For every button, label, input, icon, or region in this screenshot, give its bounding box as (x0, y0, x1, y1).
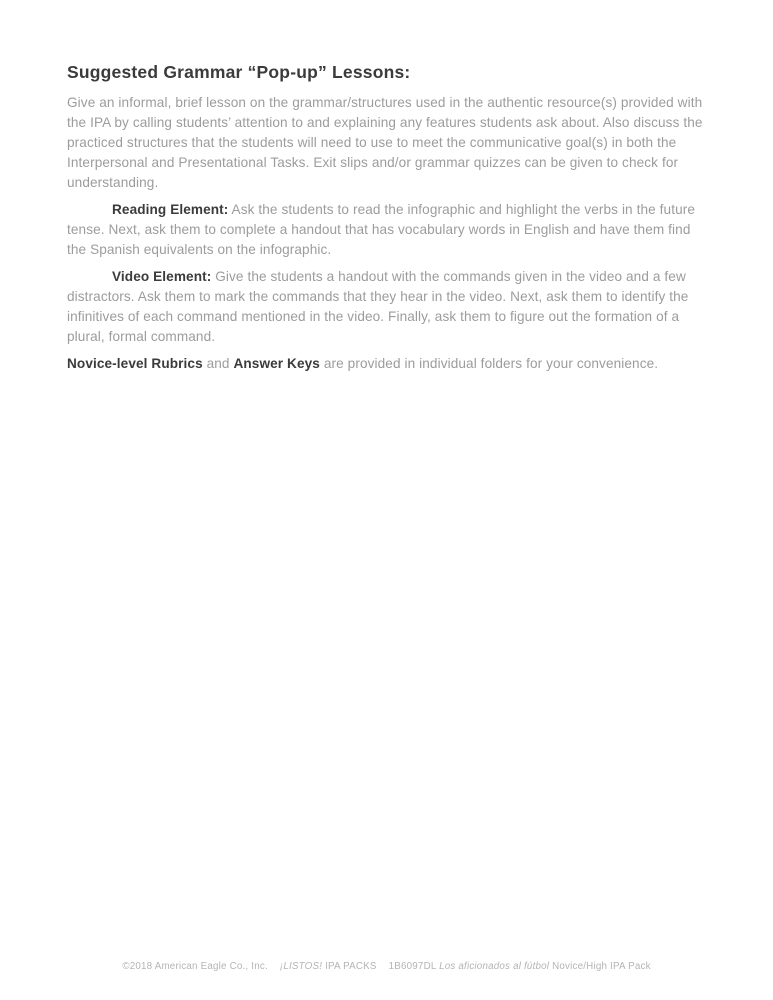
page-title: Suggested Grammar “Pop-up” Lessons: (67, 62, 411, 82)
intro-text: Give an informal, brief lesson on the grammar/structures used in the authentic resource(s) provided with the IPA by calling students’ attention to and explaining any features students ask about. Also discuss the practiced structures that the students will need to use to meet the communicative goal(s) in both the Interpersonal and Presentational Tasks. Exit slips and/or grammar quizzes can be given to check for understanding. (67, 95, 703, 190)
footer-unit-title: Los aficionados al fútbol (439, 961, 550, 972)
video-element-paragraph (67, 267, 707, 347)
document-content (67, 62, 707, 381)
footer-series-rest: IPA PACKS (322, 961, 377, 972)
footer-sku: 1B6097DL (388, 961, 440, 972)
footer-series-name: ¡LISTOS! (279, 961, 323, 972)
video-element-label: Video Element: (112, 269, 212, 284)
reading-element-label: Reading Element: (112, 202, 229, 217)
page-footer (0, 961, 773, 972)
rubrics-paragraph (67, 354, 707, 374)
footer-pack-level: Novice/High IPA Pack (549, 961, 651, 972)
reading-element-text: Ask the students to read the infographic and highlight the verbs in the future tense. Next, ask them to complete a handout that has vocabulary words in English and have them find the Spanish equivalents on the infographic. (67, 202, 696, 257)
reading-element-paragraph (67, 200, 707, 260)
answer-keys-label: Answer Keys (233, 356, 320, 371)
rubrics-label: Novice-level Rubrics (67, 356, 203, 371)
rubrics-connector: and (202, 356, 234, 371)
rubrics-rest-text: are provided in individual folders for your convenience. (319, 356, 659, 371)
video-element-text: Give the students a handout with the commands given in the video and a few distractors. Ask them to mark the commands that they hear in the video. Next, ask them to identify the infinitives of each command mentioned in the video. Finally, ask them to figure out the formation of a plural, formal command. (67, 269, 689, 344)
footer-copyright: ©2018 American Eagle Co., Inc. (122, 961, 268, 972)
intro-paragraph (67, 93, 707, 193)
